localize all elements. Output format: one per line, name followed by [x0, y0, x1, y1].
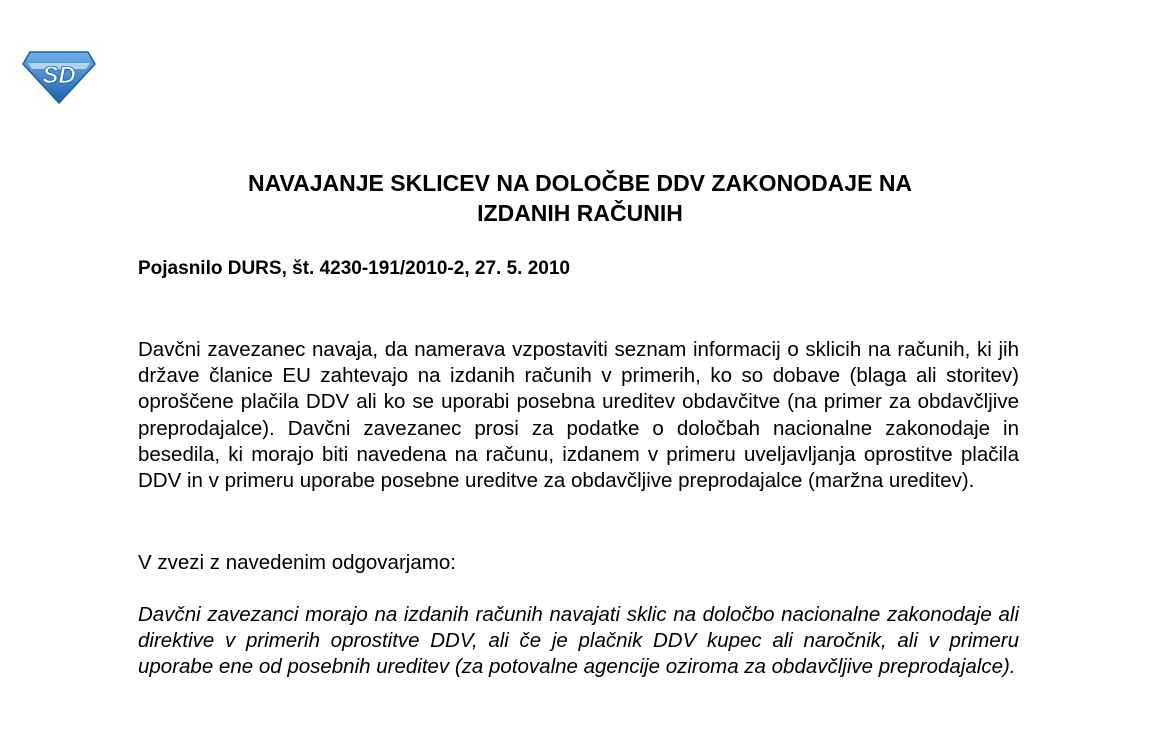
document-title [140, 168, 1020, 228]
sd-logo-icon [22, 50, 96, 104]
paragraph-answer: Davčni zavezanci morajo na izdanih računih navajati sklic na določbo nacionalne zakonodaje ali direktive v primerih oprostitve DDV, ali če je plačnik DDV kupec ali naročnik, ali v primeru uporabe ene od posebnih ureditev (za potovalne agencije oziroma za obdavčljive preprodajalce). [138, 603, 1019, 679]
paragraph-answer-intro: V zvezi z navedenim odgovarjamo: [138, 551, 456, 574]
title-line-2: IZDANIH RAČUNIH [477, 200, 683, 226]
paragraph-question: Davčni zavezanec navaja, da namerava vzpostaviti seznam informacij o sklicih na računih, ki jih države članice EU zahtevajo na izdanih računih v primerih, ko so dobave (blaga ali storitev) oproščene plačila DDV ali ko se uporabi posebna ureditev obdavčitve (na primer za obdavčljive preprodajalce). Davčni zavezanec prosi za podatke o določbah nacionalne zakonodaje in besedila, ki morajo biti navedena na računu, izdanem v primeru uveljavljanja oprostitve plačila DDV in v primeru uporabe posebne ureditve za obdavčljive preprodajalce (maržna ureditev). [138, 338, 1019, 493]
title-line-1: NAVAJANJE SKLICEV NA DOLOČBE DDV ZAKONODAJE NA [247, 170, 913, 196]
document-subtitle: Pojasnilo DURS, št. 4230-191/2010-2, 27. 5. 2010 [138, 258, 570, 279]
logo-letters: SD [42, 62, 76, 89]
